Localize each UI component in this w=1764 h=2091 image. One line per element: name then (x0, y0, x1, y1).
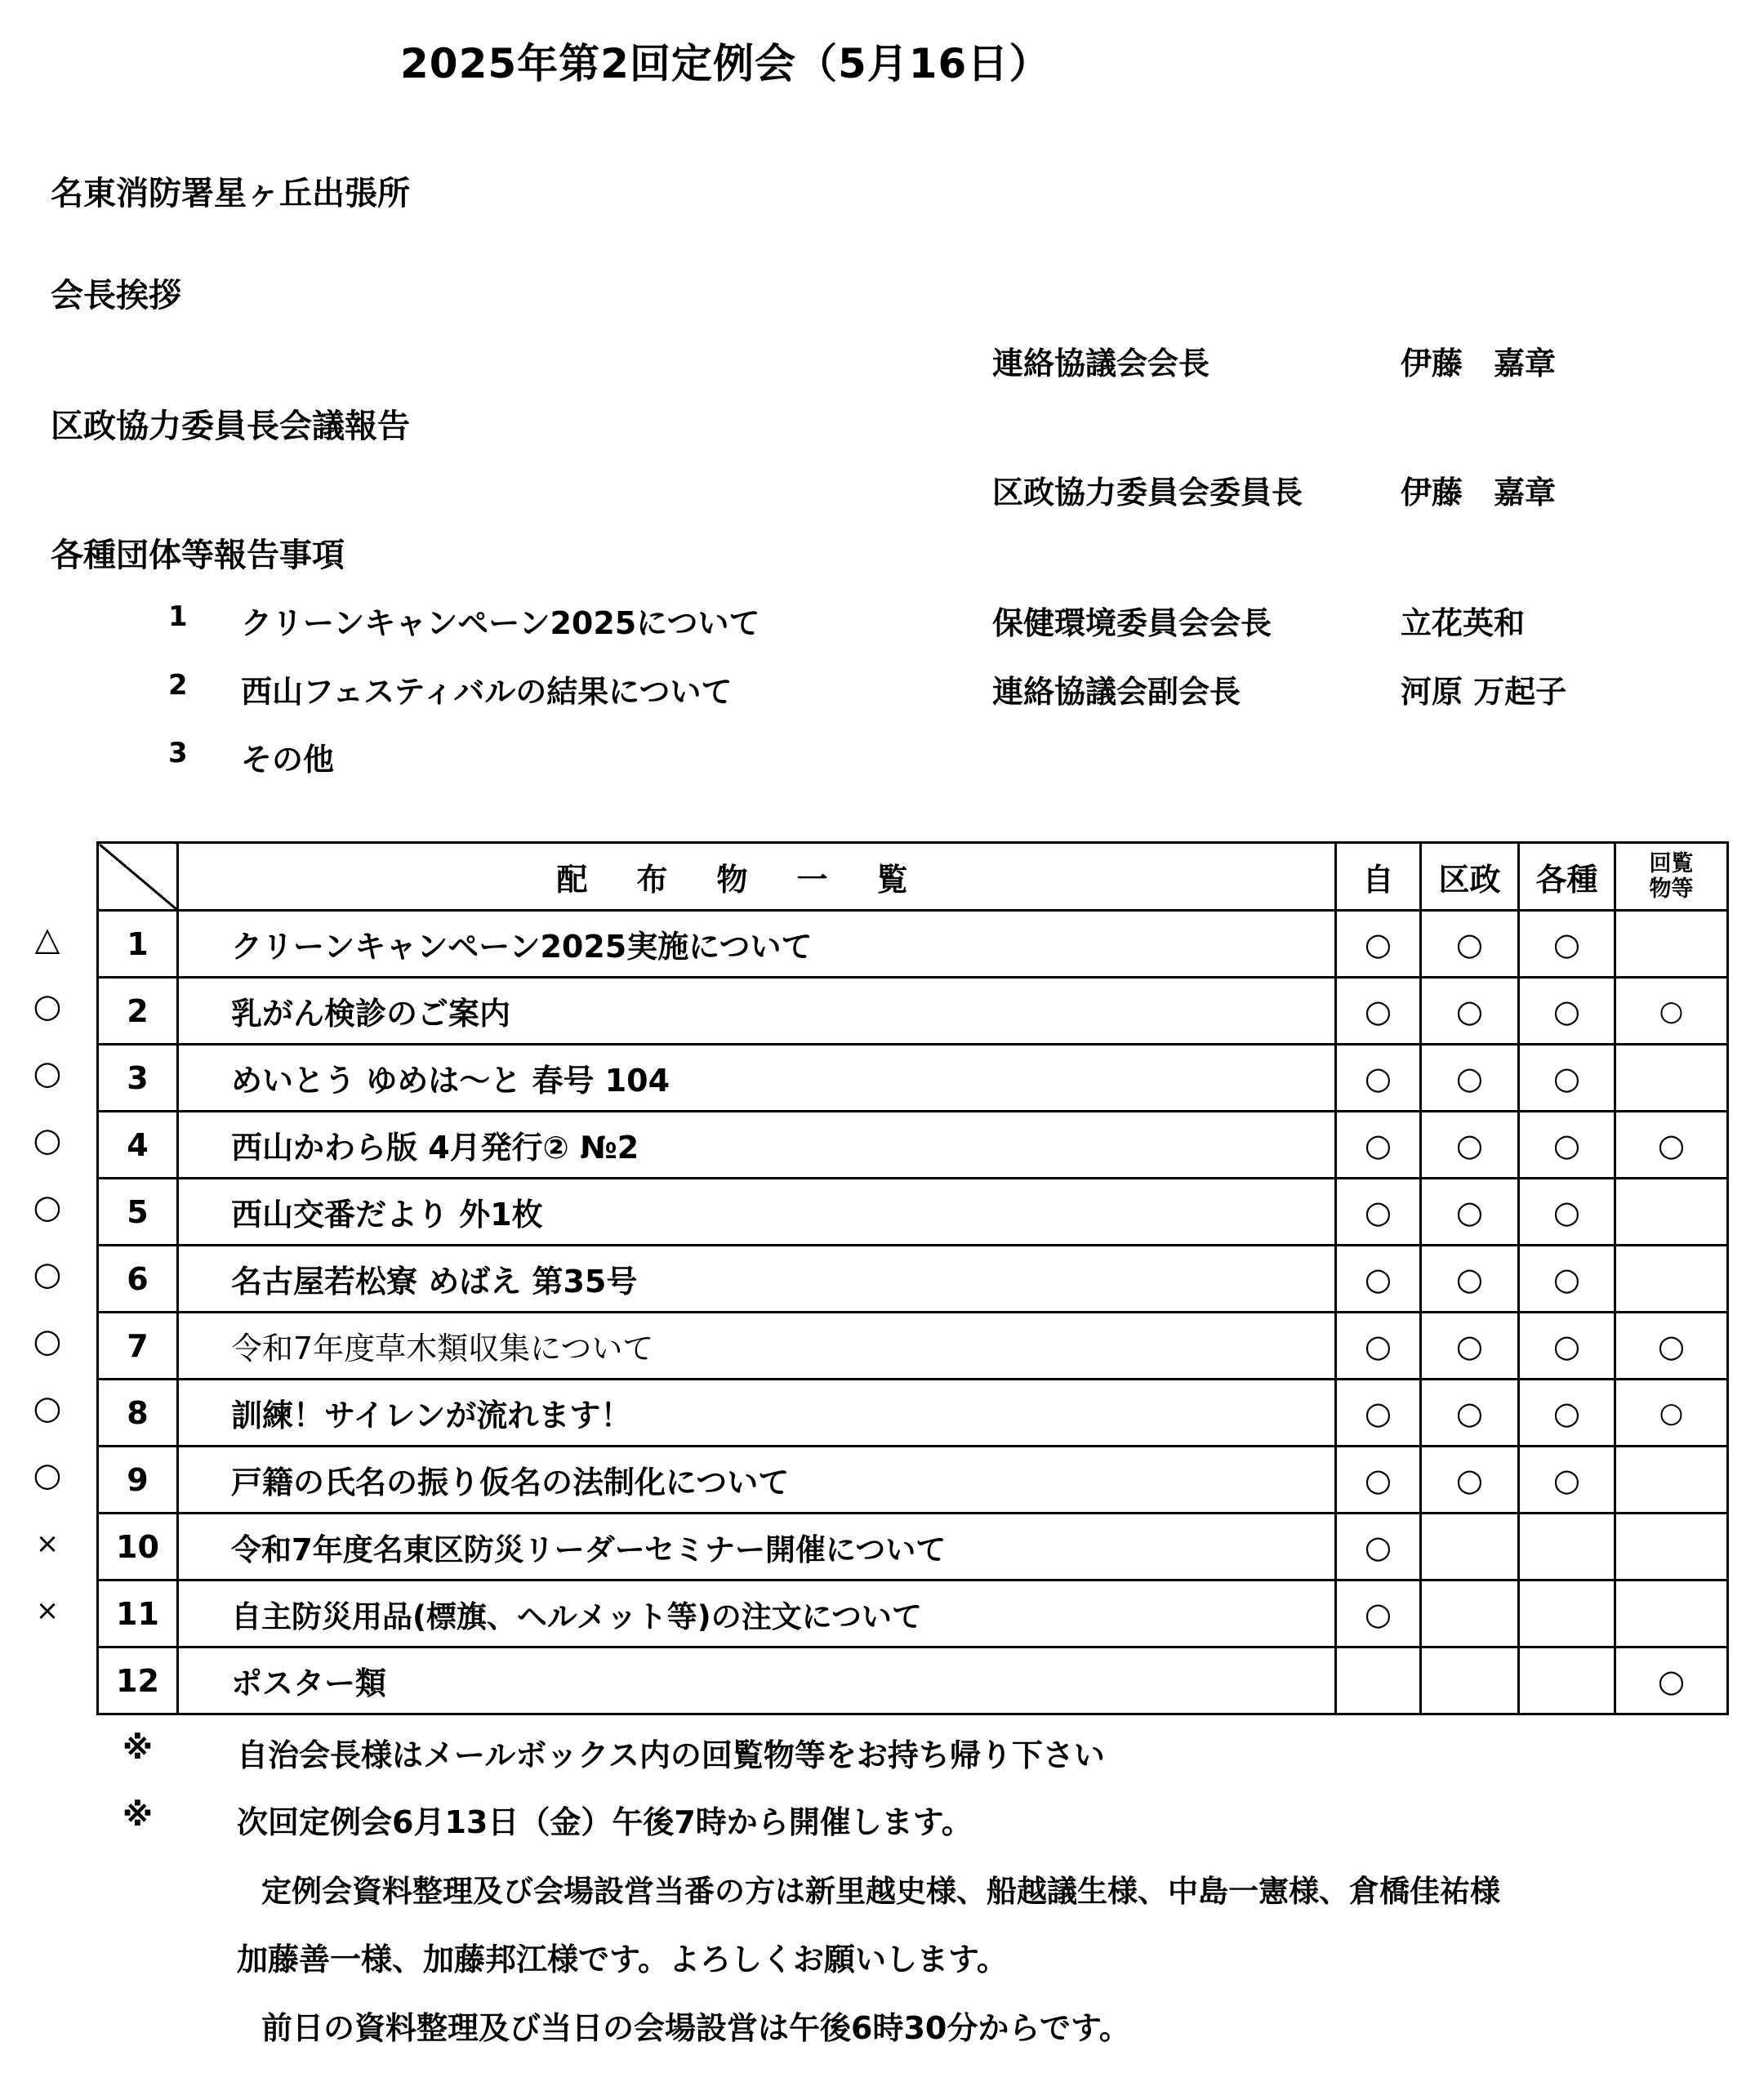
group-item-number: 3 (168, 737, 188, 769)
group-item-text: その他 (241, 742, 335, 778)
row-item: 令和7年度草木類収集について (178, 1313, 1336, 1380)
row-kakushu-mark: ○ (1519, 1112, 1615, 1179)
row-status-mark: ○ (33, 1456, 62, 1494)
row-self-mark: ○ (1336, 978, 1421, 1045)
row-number: 3 (98, 1045, 178, 1112)
row-status-mark: × (35, 1527, 60, 1560)
note-mailbox: 自治会長様はメールボックス内の回覧物等をお持ち帰り下さい (237, 1737, 1105, 1773)
row-item: 自主防災用品(標旗、ヘルメット等)の注文について (178, 1581, 1336, 1647)
row-number: 7 (98, 1313, 178, 1380)
row-kusei-mark: ○ (1421, 1447, 1519, 1514)
group-item-name: 立花英和 (1401, 605, 1526, 641)
row-number: 12 (98, 1647, 178, 1714)
col-header-kairan (1615, 843, 1728, 911)
group-item-name: 河原 万起子 (1401, 674, 1567, 710)
table-row (98, 911, 1728, 978)
row-kusei-mark: ○ (1421, 1045, 1519, 1112)
row-status-mark: ○ (33, 988, 62, 1025)
table-row (98, 1647, 1728, 1714)
row-kairan-mark: ○ (1615, 1112, 1728, 1179)
table-row (98, 1581, 1728, 1647)
group-item-role: 保健環境委員会会長 (992, 605, 1272, 641)
row-item: 令和7年度名東区防災リーダーセミナー開催について (178, 1514, 1336, 1581)
row-kusei-mark: ○ (1421, 1380, 1519, 1447)
row-kakushu-mark: ○ (1519, 978, 1615, 1045)
table-row (98, 1179, 1728, 1246)
row-self-mark: ○ (1336, 911, 1421, 978)
group-item-role: 連絡協議会副会長 (992, 674, 1241, 710)
row-kairan-mark (1615, 1179, 1728, 1246)
row-kakushu-mark: ○ (1519, 1045, 1615, 1112)
row-kakushu-mark: ○ (1519, 1447, 1615, 1514)
row-status-mark: △ (34, 921, 60, 958)
row-kusei-mark (1421, 1514, 1519, 1581)
diagonal-header-cell (98, 843, 178, 911)
col-header-kakushu: 各種 (1519, 843, 1615, 911)
note-mark: ※ (122, 1730, 153, 1766)
note-duty-members-cont: 加藤善一様、加藤邦江様です。よろしくお願いします。 (237, 1942, 1008, 1977)
row-kakushu-mark (1519, 1581, 1615, 1647)
group-item-number: 2 (168, 669, 188, 702)
table-row (98, 978, 1728, 1045)
row-number: 9 (98, 1447, 178, 1514)
greeting-role: 連絡協議会会長 (992, 346, 1210, 381)
row-item: めいとう ゆめは～と 春号 104 (178, 1045, 1336, 1112)
row-item: 西山かわら版 4月発行② №2 (178, 1112, 1336, 1179)
row-kusei-mark: ○ (1421, 1246, 1519, 1313)
row-kairan-mark: ○ (1615, 1380, 1728, 1447)
row-kusei-mark: ○ (1421, 978, 1519, 1045)
row-kairan-mark: ○ (1615, 1313, 1728, 1380)
row-number: 6 (98, 1246, 178, 1313)
row-kakushu-mark: ○ (1519, 911, 1615, 978)
row-kairan-mark (1615, 1581, 1728, 1647)
row-self-mark: ○ (1336, 1380, 1421, 1447)
table-header-row (98, 843, 1728, 911)
row-kakushu-mark: ○ (1519, 1246, 1615, 1313)
row-kakushu-mark: ○ (1519, 1380, 1615, 1447)
row-kakushu-mark (1519, 1514, 1615, 1581)
row-kakushu-mark: ○ (1519, 1179, 1615, 1246)
report-role: 区政協力委員会委員長 (992, 475, 1303, 510)
report-name: 伊藤 嘉章 (1401, 475, 1557, 510)
row-kusei-mark (1421, 1647, 1519, 1714)
row-self-mark: ○ (1336, 1179, 1421, 1246)
distribution-table (96, 841, 1729, 1715)
note-duty-members: 定例会資料整理及び会場設営当番の方は新里越史様、船越議生様、中島一憲様、倉橋佳祐様 (261, 1874, 1500, 1909)
row-self-mark: ○ (1336, 1246, 1421, 1313)
row-status-mark: ○ (33, 1389, 62, 1427)
groups-heading: 各種団体等報告事項 (51, 537, 345, 574)
row-self-mark (1336, 1647, 1421, 1714)
row-kairan-mark (1615, 1246, 1728, 1313)
row-kusei-mark: ○ (1421, 911, 1519, 978)
table-row (98, 1447, 1728, 1514)
col-header-kairan-line1: 回覧 (1649, 851, 1694, 876)
row-self-mark: ○ (1336, 1447, 1421, 1514)
group-item-text: 西山フェスティバルの結果について (241, 674, 733, 710)
report-heading: 区政協力委員長会議報告 (51, 408, 410, 445)
note-mark: ※ (122, 1797, 153, 1833)
row-number: 2 (98, 978, 178, 1045)
row-item: 西山交番だより 外1枚 (178, 1179, 1336, 1246)
col-header-self: 自 (1336, 843, 1421, 911)
greeting-heading: 会長挨拶 (51, 277, 181, 314)
row-item: 戸籍の氏名の振り仮名の法制化について (178, 1447, 1336, 1514)
row-number: 1 (98, 911, 178, 978)
group-item-text: クリーンキャンペーン2025について (241, 605, 760, 641)
row-self-mark: ○ (1336, 1045, 1421, 1112)
row-item: 乳がん検診のご案内 (178, 978, 1336, 1045)
fire-station-heading: 名東消防署星ヶ丘出張所 (51, 175, 410, 212)
row-item: クリーンキャンペーン2025実施について (178, 911, 1336, 978)
row-item: 訓練！サイレンが流れます！ (178, 1380, 1336, 1447)
row-number: 4 (98, 1112, 178, 1179)
row-status-mark: ○ (33, 1322, 62, 1360)
row-item: ポスター類 (178, 1647, 1336, 1714)
group-item-number: 1 (168, 600, 188, 633)
row-kairan-mark (1615, 911, 1728, 978)
row-self-mark: ○ (1336, 1313, 1421, 1380)
col-header-kairan-line2: 物等 (1649, 876, 1694, 902)
row-status-mark: ○ (33, 1255, 62, 1293)
table-row (98, 1112, 1728, 1179)
row-status-mark: ○ (33, 1054, 62, 1092)
row-kusei-mark (1421, 1581, 1519, 1647)
page-title: 2025年第2回定例会（5月16日） (400, 40, 1051, 87)
row-kairan-mark (1615, 1514, 1728, 1581)
row-kairan-mark: ○ (1615, 978, 1728, 1045)
row-kairan-mark (1615, 1045, 1728, 1112)
row-kusei-mark: ○ (1421, 1313, 1519, 1380)
note-next-meeting: 次回定例会6月13日（金）午後7時から開催します。 (237, 1804, 973, 1840)
row-number: 8 (98, 1380, 178, 1447)
col-header-kusei: 区政 (1421, 843, 1519, 911)
row-self-mark: ○ (1336, 1112, 1421, 1179)
note-setup-time: 前日の資料整理及び当日の会場設営は午後6時30分からです。 (261, 2010, 1130, 2046)
row-number: 11 (98, 1581, 178, 1647)
row-kakushu-mark: ○ (1519, 1313, 1615, 1380)
table-row (98, 1514, 1728, 1581)
row-number: 5 (98, 1179, 178, 1246)
row-status-mark: ○ (33, 1121, 62, 1159)
row-self-mark: ○ (1336, 1514, 1421, 1581)
table-row (98, 1045, 1728, 1112)
row-number: 10 (98, 1514, 178, 1581)
row-kairan-mark (1615, 1447, 1728, 1514)
table-row (98, 1313, 1728, 1380)
table-header-title: 配布物一覧 (178, 843, 1336, 911)
row-kairan-mark: ○ (1615, 1647, 1728, 1714)
row-kusei-mark: ○ (1421, 1179, 1519, 1246)
greeting-name: 伊藤 嘉章 (1401, 346, 1557, 381)
table-row (98, 1380, 1728, 1447)
row-item: 名古屋若松寮 めばえ 第35号 (178, 1246, 1336, 1313)
row-kusei-mark: ○ (1421, 1112, 1519, 1179)
row-status-mark: × (35, 1594, 60, 1627)
row-self-mark: ○ (1336, 1581, 1421, 1647)
row-status-mark: ○ (33, 1188, 62, 1226)
table-row (98, 1246, 1728, 1313)
row-kakushu-mark (1519, 1647, 1615, 1714)
